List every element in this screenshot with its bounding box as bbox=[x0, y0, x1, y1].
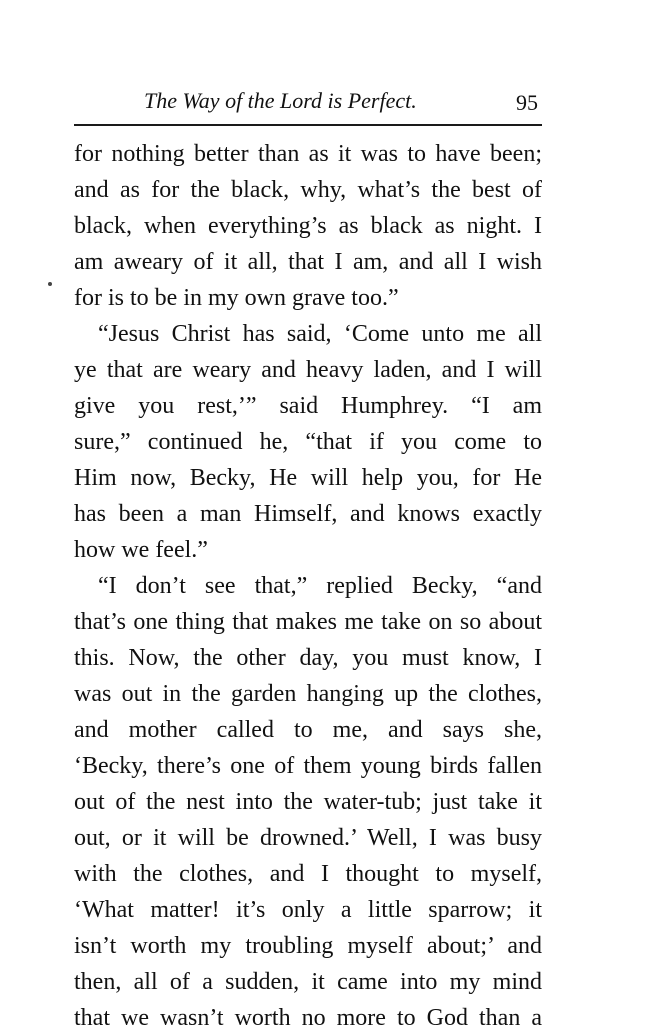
text-line: that we wasn’t worth no more to God than a bbox=[74, 1005, 542, 1031]
text-line: for is to be in my own grave too.” bbox=[74, 285, 399, 311]
text-line: Him now, Becky, He will help you, for He bbox=[74, 465, 542, 491]
text-line: black, when everything’s as black as night. I bbox=[74, 213, 542, 239]
page-number: 95 bbox=[516, 90, 538, 115]
header-rule bbox=[74, 124, 542, 126]
text-line: and as for the black, why, what’s the best of bbox=[74, 177, 542, 203]
text-line: out of the nest into the water-tub; just take it bbox=[74, 789, 542, 815]
text-line: ‘What matter! it’s only a little sparrow; it bbox=[74, 897, 542, 923]
text-line: sure,” continued he, “that if you come to bbox=[74, 429, 542, 455]
text-line: give you rest,’” said Humphrey. “I am bbox=[74, 393, 542, 419]
text-line: “I don’t see that,” replied Becky, “and bbox=[98, 573, 542, 599]
text-line: that’s one thing that makes me take on so about bbox=[74, 609, 542, 635]
text-line: has been a man Himself, and knows exactly bbox=[74, 501, 542, 527]
text-line: with the clothes, and I thought to myself, bbox=[74, 861, 542, 887]
ink-speck bbox=[48, 282, 52, 286]
text-line: am aweary of it all, that I am, and all I wish bbox=[74, 249, 542, 275]
text-line: was out in the garden hanging up the clothes, bbox=[74, 681, 542, 707]
text-line: and mother called to me, and says she, bbox=[74, 717, 542, 743]
text-line: isn’t worth my troubling myself about;’ and bbox=[74, 933, 542, 959]
text-line: this. Now, the other day, you must know, I bbox=[74, 645, 542, 671]
text-line: “Jesus Christ has said, ‘Come unto me all bbox=[98, 321, 542, 347]
text-line: then, all of a sudden, it came into my mind bbox=[74, 969, 542, 995]
text-line: out, or it will be drowned.’ Well, I was busy bbox=[74, 825, 542, 851]
running-head bbox=[74, 88, 542, 120]
text-line: ye that are weary and heavy laden, and I will bbox=[74, 357, 542, 383]
body-text bbox=[74, 136, 542, 1036]
text-line: for nothing better than as it was to have been; bbox=[74, 141, 542, 167]
text-line: ‘Becky, there’s one of them young birds fallen bbox=[74, 753, 542, 779]
running-title: The Way of the Lord is Perfect. bbox=[144, 88, 417, 113]
text-line: how we feel.” bbox=[74, 537, 208, 563]
